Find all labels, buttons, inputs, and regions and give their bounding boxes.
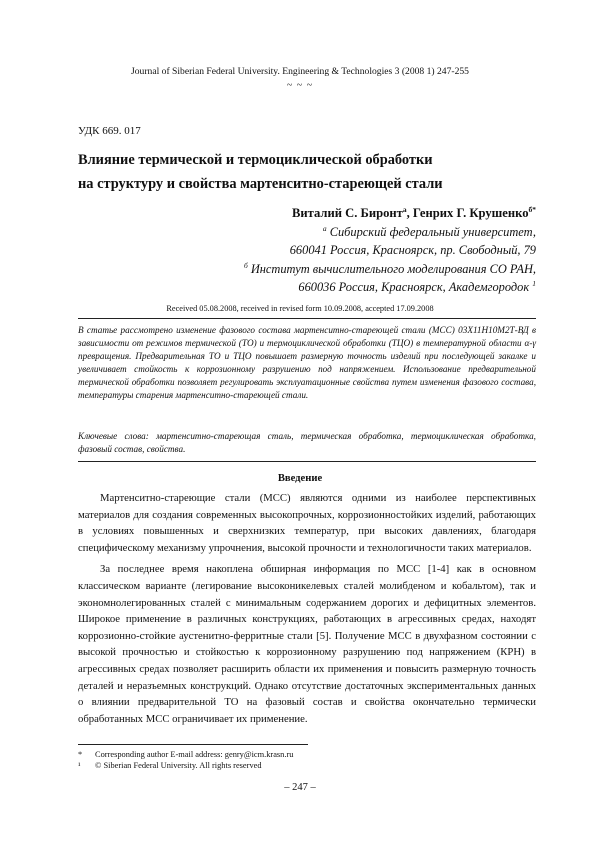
author-2: Генрих Г. Крушенко (412, 206, 529, 221)
affiliation-a-mark: а (322, 224, 327, 233)
author-2-mark: б* (528, 205, 536, 214)
body-text (78, 490, 536, 727)
footnote-1 (78, 749, 293, 760)
affiliation-a-line-2: 660041 Россия, Красноярск, пр. Свободный, 79 (289, 243, 536, 257)
affiliation-b-mark: б (243, 261, 248, 270)
affiliation-a-line-1 (323, 224, 536, 240)
affiliation-b-sup: 1 (532, 279, 536, 288)
affiliation-b-name: Институт вычислительного моделирования СО РАН, (247, 262, 536, 277)
footnote-1-mark: * (78, 750, 83, 759)
keywords-label: Ключевые слова: (78, 431, 149, 441)
affiliation-b-line-1 (244, 261, 536, 277)
authors (292, 205, 536, 221)
abstract: В статье рассмотрено изменение фазового состава мартенситно-стареющей стали (МСС) 03Х11Н10М2Т-ВД в зависимости от режимов термической (ТО) и термоциклической обработки (ТЦО) в температурной области α-γ превращения. Предварительная ТО и ТЦО повышает размерную точность изделий при последующей закалке и увеличивает стойкость к коррозионному разрушению под напряжением. Использование предварительной термической обработки позволяет регулировать эксплуатационные свойства путем изменения фазового состава, температуры старения мартенситно-стареющей стали. (78, 318, 536, 403)
title-line-1: Влияние термической и термоциклической обработки (78, 152, 433, 168)
abstract-bottom-rule (78, 461, 536, 462)
affiliation-a-name: Сибирский федеральный университет, (326, 225, 536, 240)
author-1: Виталий С. Биронт (291, 206, 403, 221)
title-line-2: на структуру и свойства мартенситно-стареющей стали (78, 176, 443, 192)
author-separator: , (406, 206, 413, 221)
affiliation-b-line-2 (298, 279, 536, 295)
paragraph-2: За последнее время накоплена обширная информация по МСС [1-4] как в основном классическом варианте (легирование высоконикелевых сталей молибденом и кобальтом), так и экономнолегированных сталей с минимальным содержанием дорогих и дефицитных элементов. Широкое применение в различных конструкциях, работающих в агрессивных средах, находят коррозионно-стойкие аустенитно-ферритные стали [5]. Получение МСС в двухфазном состоянии с высокой прочностью и стойкостью к коррозионному разрушению под напряжением (КРН) в агрессивных средах позволяет расширить области их применения и повысить размерную точность деталей и неразъемных конструкций. Однако отсутствие достаточных экспериментальных данных о влиянии предварительной ТО на фазовый состав и свойства окончательно термически обработанных МСС ограничивает их применение. (78, 563, 536, 725)
footnote-2 (78, 760, 293, 771)
section-heading: Введение (277, 473, 323, 484)
article-title (78, 148, 528, 196)
affiliation-b-address: 660036 Россия, Красноярск, Академгородок (298, 280, 533, 295)
journal-header: Journal of Siberian Federal University. Engineering & Technologies 3 (2008 1) 247-255 (131, 66, 469, 77)
footnote-rule (78, 744, 308, 745)
paragraph-1: Мартенситно-стареющие стали (МСС) являются одними из наиболее перспективных материалов для создания современных высокопрочных, коррозионностойких изделий, работающих в условиях повышенных и сверхнизких температур, при высоких давлениях, благодаря специфическому механизму упрочнения, высокой прочности и технологичности таких материалов. (78, 492, 536, 554)
header-ornament: ~ ~ ~ (286, 80, 314, 91)
keywords (78, 430, 536, 456)
footnote-2-text: © Siberian Federal University. All rights reserved (95, 761, 262, 770)
received-dates: Received 05.08.2008, received in revised form 10.09.2008, accepted 17.09.2008 (166, 304, 434, 313)
footnote-1-text: Corresponding author E-mail address: genry@icm.krasn.ru (95, 750, 294, 759)
udc-code: УДК 669. 017 (78, 125, 141, 137)
footnotes (78, 749, 293, 771)
keywords-text: мартенситно-стареющая сталь, термическая обработка, термоциклическая обработка, фазовый состав, свойства. (78, 431, 536, 455)
page-number: – 247 – (284, 782, 316, 793)
footnote-2-mark: ¹ (78, 761, 81, 770)
author-1-mark: а (402, 205, 407, 214)
